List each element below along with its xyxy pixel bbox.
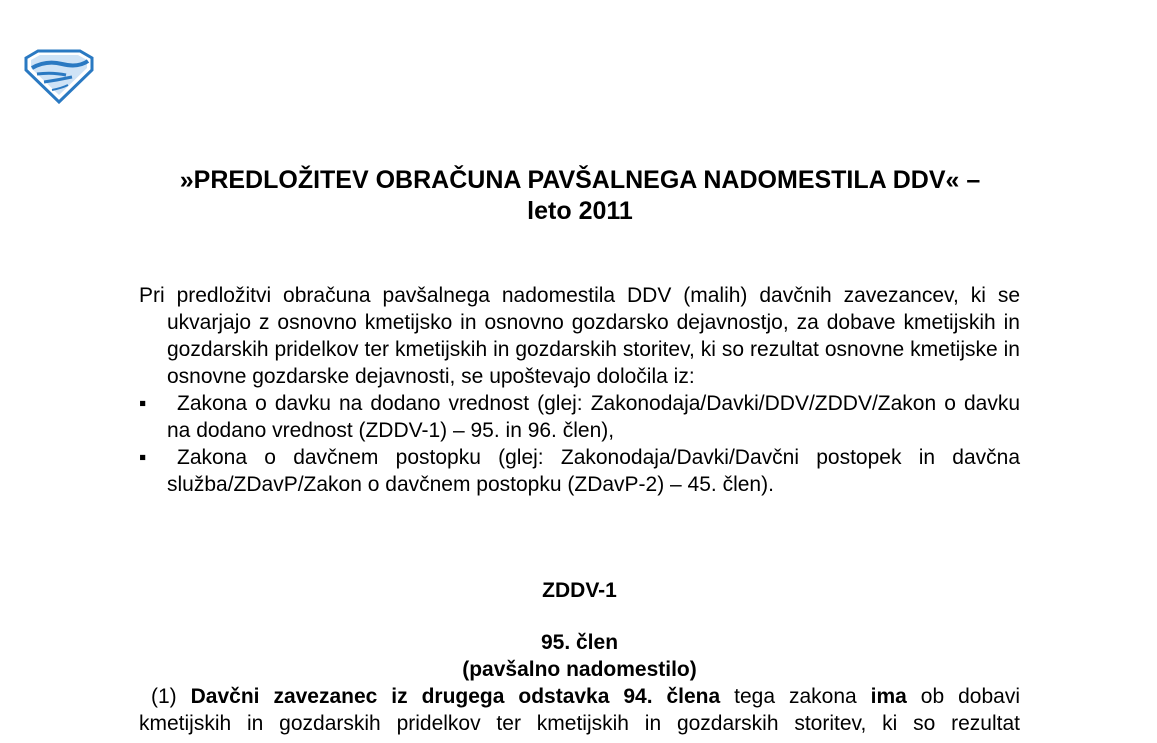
article-paragraph (139, 683, 1020, 737)
reference-list (139, 390, 1020, 498)
bullet-square-icon: ▪ (139, 392, 147, 415)
article-number: 95. člen (540, 631, 619, 654)
document-title (120, 165, 1040, 227)
paragraph-text-2: tega zakona (734, 685, 857, 708)
law-heading: ZDDV-1 (542, 579, 617, 602)
list-item-text: Zakona o davčnem postopku (glej: Zakonodaja/Davki/Davčni postopek in davčna služba/ZDavP/Zakon o davčnem postopku (ZDavP-2) – 45. člen). (167, 446, 1020, 496)
logo (22, 48, 96, 104)
list-item-text: Zakona o davku na dodano vrednost (glej: Zakonodaja/Davki/DDV/ZDDV/Zakon o davku na dodano vrednost (ZDDV-1) – 95. in 96. člen), (167, 392, 1020, 442)
paragraph-number: (1) (151, 685, 177, 708)
bullet-square-icon: ▪ (139, 446, 147, 469)
title-line-1: »PREDLOŽITEV OBRAČUNA PAVŠALNEGA NADOMESTILA DDV« – (179, 166, 981, 194)
list-item (139, 390, 1020, 444)
paragraph-bold-1: Davčni zavezanec iz drugega odstavka 94. člena (190, 685, 721, 708)
sd-logo-shield-icon (22, 48, 96, 104)
paragraph-bold-2: ima (870, 685, 907, 708)
title-line-2: leto 2011 (527, 197, 633, 225)
article-subtitle: (pavšalno nadomestilo) (462, 658, 697, 681)
list-item (139, 444, 1020, 498)
paragraph-text-3: ob dobavi kmetijskih in gozdarskih pridelkov ter kmetijskih in gozdarskih storitev, ki so rezultat (139, 685, 1020, 735)
intro-paragraph: Pri predložitvi obračuna pavšalnega nadomestila DDV (malih) davčnih zavezancev, ki se ukvarjajo z osnovno kmetijsko in osnovno gozdarsko dejavnostjo, za dobave kmetijskih in gozdarskih pridelkov ter kmetijskih in gozdarskih storitev, ki so rezultat osnovne kmetijske in osnovne gozdarske dejavnosti, se upoštevajo določila iz: (139, 284, 1020, 388)
intro-section (139, 282, 1020, 498)
